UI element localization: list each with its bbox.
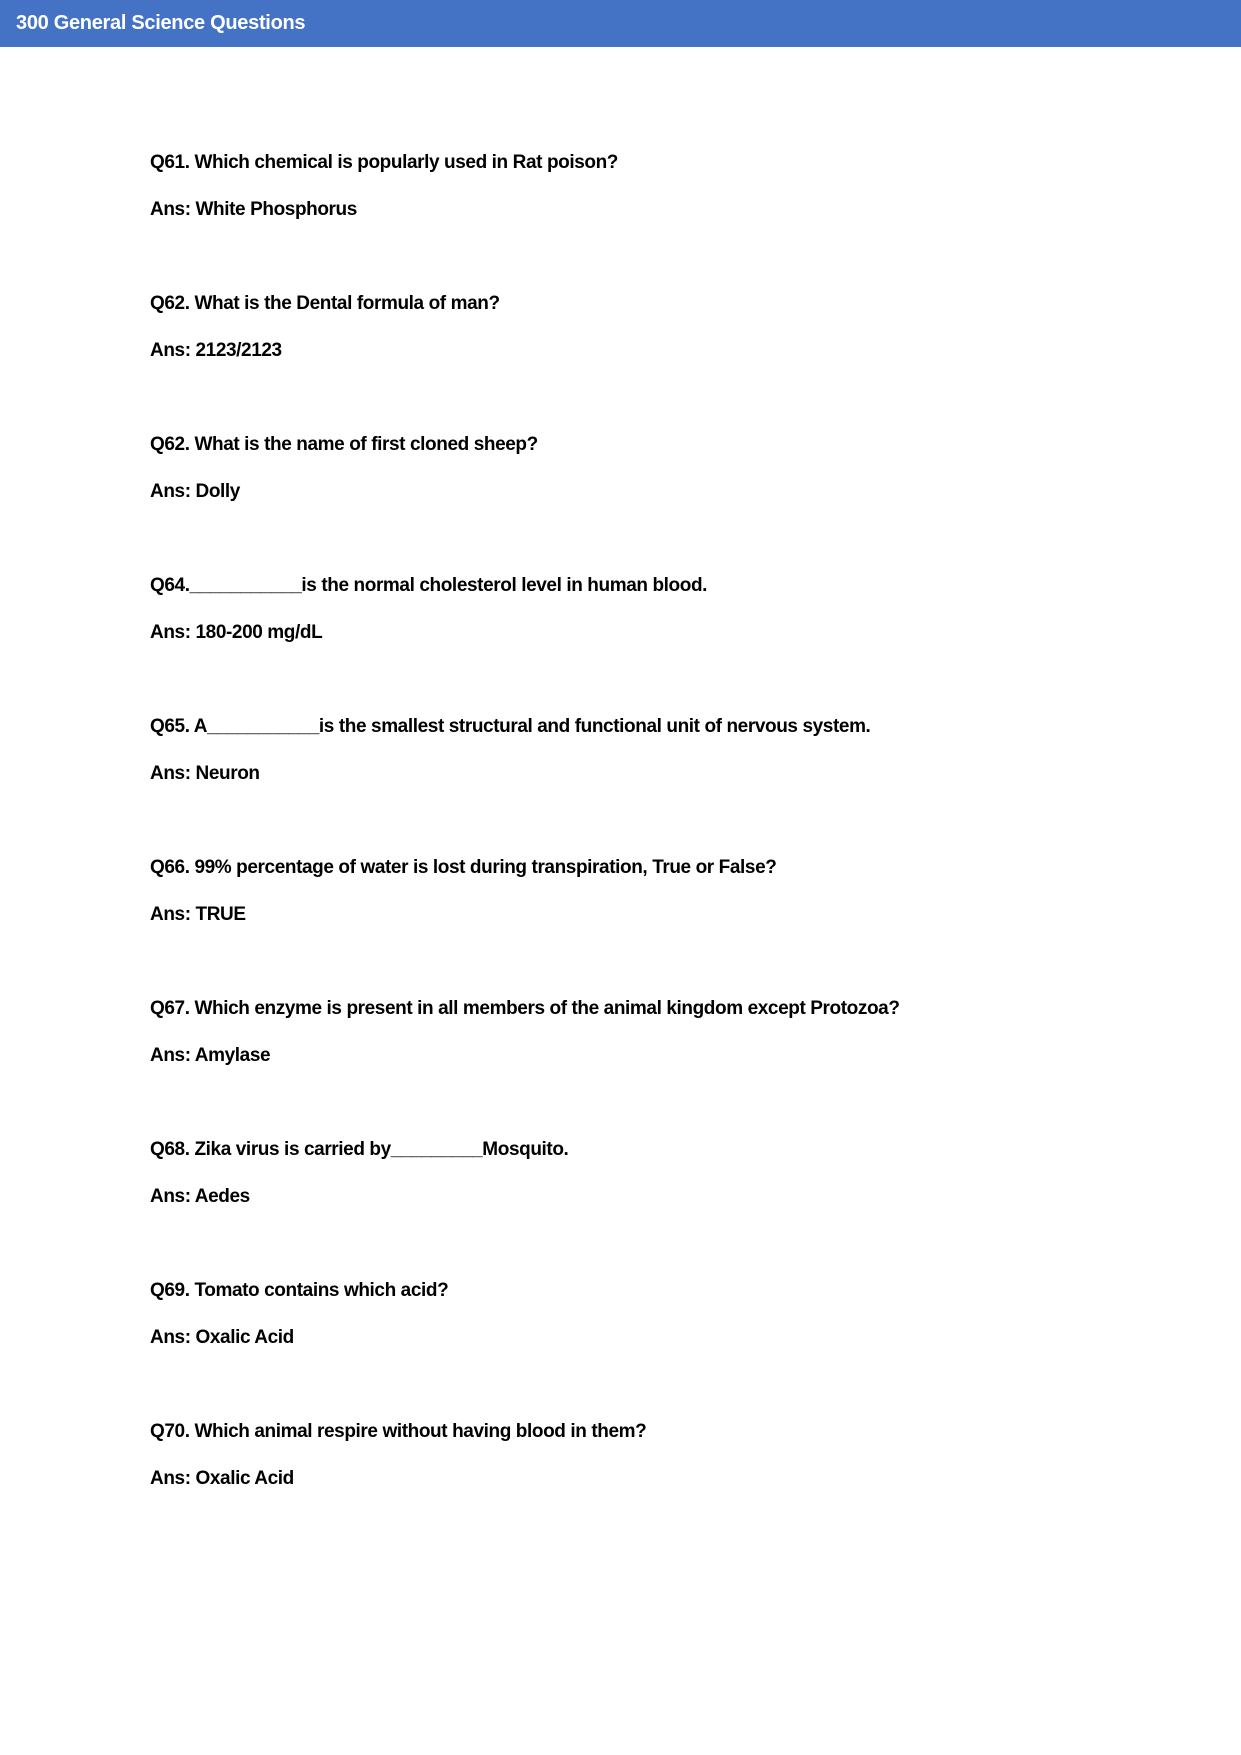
question: Q62. What is the Dental formula of man? (150, 293, 500, 314)
question: Q70. Which animal respire without having blood in them? (150, 1421, 647, 1442)
question: Q64.___________is the normal cholesterol level in human blood. (150, 575, 708, 596)
answer: Ans: Aedes (150, 1186, 250, 1207)
question: Q66. 99% percentage of water is lost during transpiration, True or False? (150, 857, 777, 878)
answer: Ans: TRUE (150, 904, 246, 925)
question: Q67. Which enzyme is present in all members of the animal kingdom except Protozoa? (150, 998, 900, 1019)
answer: Ans: White Phosphorus (150, 199, 357, 220)
answer: Ans: 2123/2123 (150, 340, 282, 361)
answer: Ans: Dolly (150, 481, 240, 502)
header-banner (0, 0, 1241, 47)
answer: Ans: Oxalic Acid (150, 1468, 294, 1489)
answer: Ans: Amylase (150, 1045, 271, 1066)
answer: Ans: Neuron (150, 763, 260, 784)
question: Q62. What is the name of first cloned sheep? (150, 434, 538, 455)
question: Q65. A___________is the smallest structural and functional unit of nervous system. (150, 716, 871, 737)
answer: Ans: 180-200 mg/dL (150, 622, 323, 643)
answer: Ans: Oxalic Acid (150, 1327, 294, 1348)
question: Q61. Which chemical is popularly used in Rat poison? (150, 152, 619, 173)
question: Q69. Tomato contains which acid? (150, 1280, 449, 1301)
question: Q68. Zika virus is carried by_________Mosquito. (150, 1139, 569, 1160)
document-title: 300 General Science Questions (16, 12, 306, 34)
